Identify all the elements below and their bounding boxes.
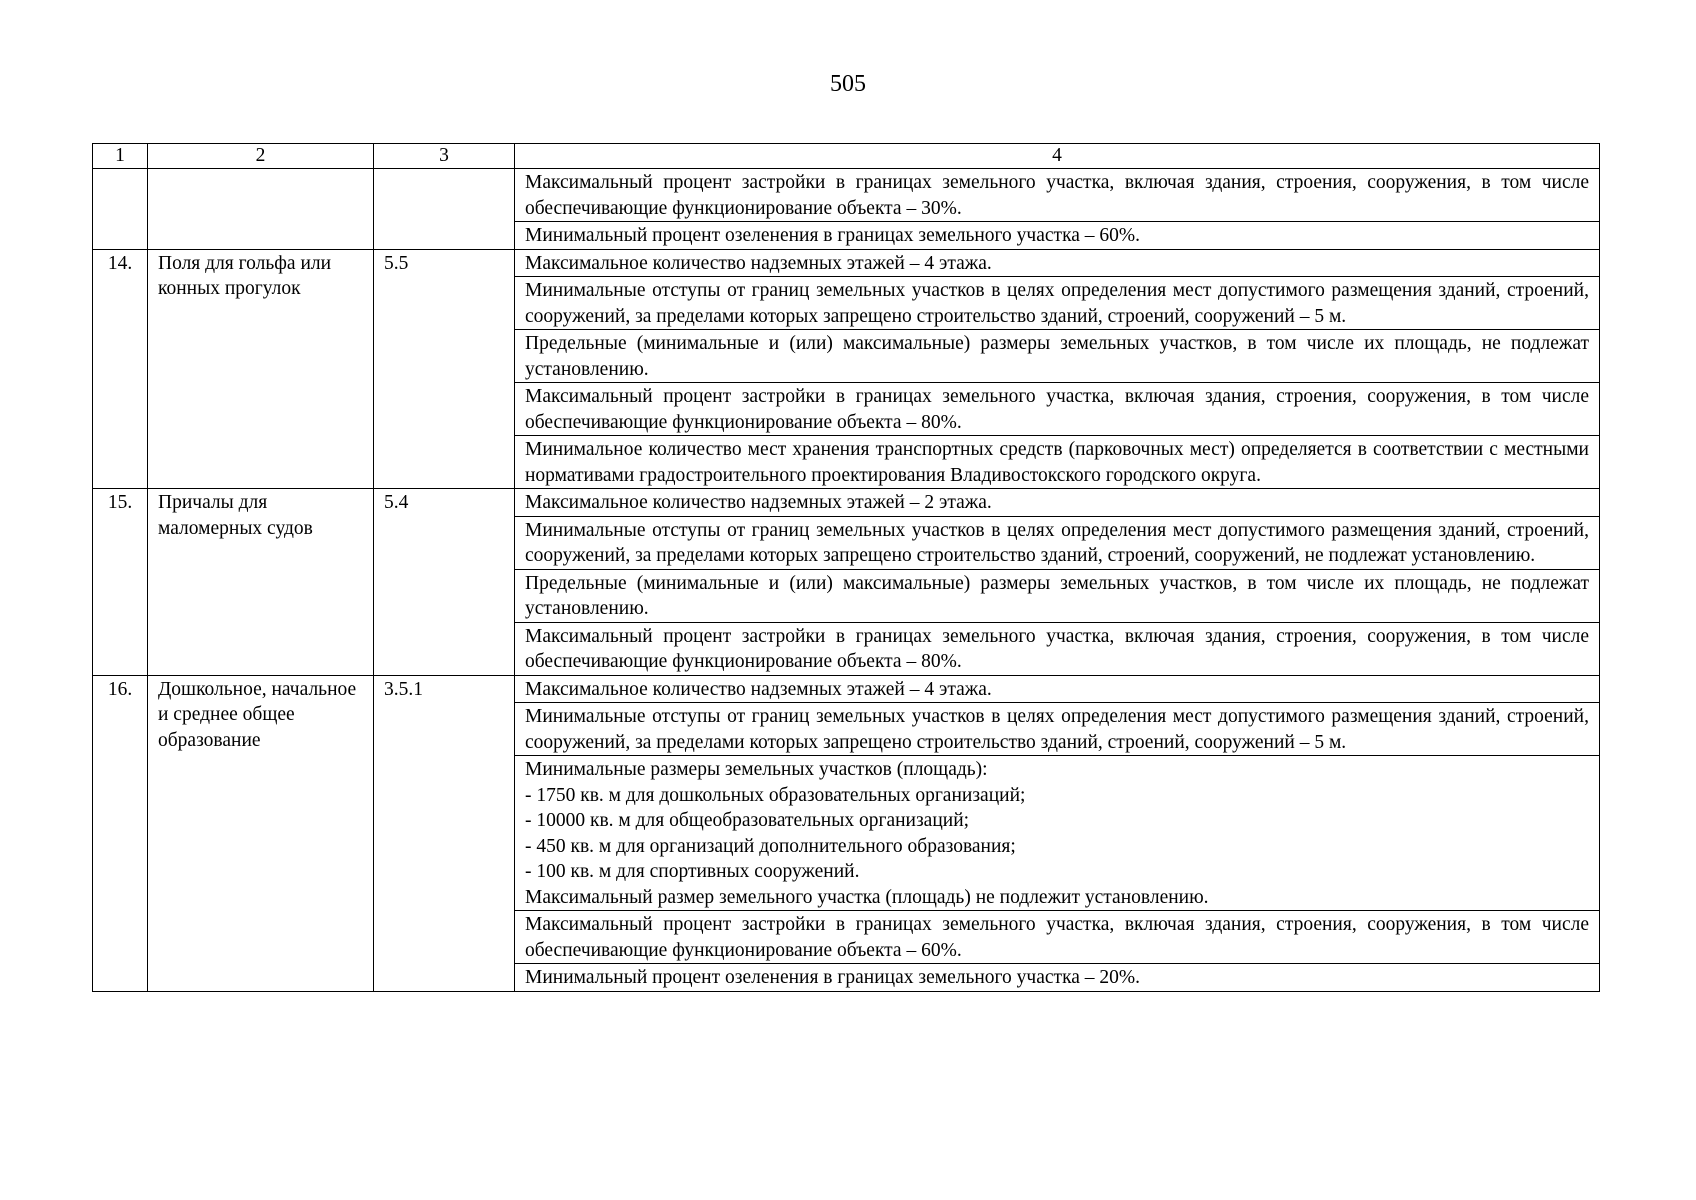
parameter-text: - 450 кв. м для организаций дополнительного образования; [525, 835, 1016, 857]
parameter-cell [515, 964, 1600, 992]
table-body [93, 144, 1600, 992]
parameter-text: - 100 кв. м для спортивных сооружений. [525, 861, 860, 882]
table-row [93, 675, 1600, 703]
header-cell-3: 3 [374, 144, 515, 169]
parameter-text: Минимальный процент озеленения в границах земельного участка – 20%. [525, 967, 1141, 988]
parameter-text: Минимальный процент озеленения в границах земельного участка – 60%. [525, 225, 1141, 246]
code-cell [374, 169, 515, 250]
parameter-text: Минимальное количество мест хранения транспортных средств (парковочных мест) определяется в соответствии с местными нормативами градостроительного проектирования Владивостокского городского округа. [525, 439, 1589, 486]
header-cell-1: 1 [93, 144, 148, 169]
parameter-text: Максимальный процент застройки в границах земельного участка, включая здания, строения, сооружения, в том числе обеспечивающие функционирование объекта – 60%. [525, 914, 1589, 961]
parameter-text: Предельные (минимальные и (или) максимальные) размеры земельных участков, в том числе их площадь, не подлежат установлению. [525, 572, 1589, 619]
parameter-cell [515, 569, 1600, 622]
header-cell-4: 4 [515, 144, 1600, 169]
object-name-cell: Причалы для маломерных судов [148, 489, 374, 676]
parameter-cell [515, 703, 1600, 756]
parameter-cell [515, 756, 1600, 911]
parameter-cell [515, 489, 1600, 517]
code-cell: 3.5.1 [374, 675, 515, 991]
header-row [93, 144, 1600, 169]
regulations-table [92, 143, 1600, 992]
object-name-cell: Дошкольное, начальное и среднее общее образование [148, 675, 374, 991]
parameter-text: Максимальное количество надземных этажей – 4 этажа. [525, 678, 992, 700]
parameter-cell [515, 330, 1600, 383]
parameter-text: Максимальный процент застройки в границах земельного участка, включая здания, строения, сооружения, в том числе обеспечивающие функционирование объекта – 30%. [525, 172, 1589, 219]
row-number-cell: 14. [93, 249, 148, 489]
parameter-cell [515, 277, 1600, 330]
table-row [93, 169, 1600, 222]
code-cell: 5.4 [374, 489, 515, 676]
parameter-cell [515, 249, 1600, 277]
table-row [93, 249, 1600, 277]
parameter-cell [515, 911, 1600, 964]
row-number-cell [93, 169, 148, 250]
parameter-text: Минимальные отступы от границ земельных участков в целях определения мест допустимого размещения зданий, строений, сооружений, за пределами которых запрещено строительство зданий, строений, сооружений – 5 м. [525, 706, 1589, 753]
table-row [93, 489, 1600, 517]
header-cell-2: 2 [148, 144, 374, 169]
parameter-cell [515, 516, 1600, 569]
parameter-text: Минимальные отступы от границ земельных участков в целях определения мест допустимого размещения зданий, строений, сооружений, за пределами которых запрещено строительство зданий, строений, сооружений – 5 м. [525, 280, 1589, 327]
parameter-cell [515, 383, 1600, 436]
parameter-cell [515, 169, 1600, 222]
parameter-text: - 1750 кв. м для дошкольных образовательных организаций; [525, 784, 1026, 806]
object-name-cell: Поля для гольфа или конных прогулок [148, 249, 374, 489]
parameter-cell [515, 675, 1600, 703]
parameter-text: Минимальные размеры земельных участков (площадь): [525, 759, 988, 780]
parameter-text: Предельные (минимальные и (или) максимальные) размеры земельных участков, в том числе их площадь, не подлежат установлению. [525, 333, 1589, 380]
object-name-cell [148, 169, 374, 250]
row-number-cell: 16. [93, 675, 148, 991]
parameter-text: Максимальный размер земельного участка (площадь) не подлежит установлению. [525, 886, 1209, 908]
parameter-text: - 10000 кв. м для общеобразовательных организаций; [525, 810, 970, 831]
code-cell: 5.5 [374, 249, 515, 489]
parameter-text: Максимальный процент застройки в границах земельного участка, включая здания, строения, сооружения, в том числе обеспечивающие функционирование объекта – 80%. [525, 625, 1589, 672]
parameter-text: Минимальные отступы от границ земельных участков в целях определения мест допустимого размещения зданий, строений, сооружений, за пределами которых запрещено строительство зданий, строений, сооружений, не подлежат установлению. [525, 519, 1589, 566]
parameter-cell [515, 622, 1600, 675]
page-number: 505 [830, 71, 866, 97]
parameter-cell [515, 222, 1600, 250]
parameter-text: Максимальное количество надземных этажей – 4 этажа. [525, 252, 992, 274]
parameter-text: Максимальное количество надземных этажей – 2 этажа. [525, 492, 992, 513]
parameter-text: Максимальный процент застройки в границах земельного участка, включая здания, строения, сооружения, в том числе обеспечивающие функционирование объекта – 80%. [525, 386, 1589, 433]
row-number-cell: 15. [93, 489, 148, 676]
parameter-cell [515, 436, 1600, 489]
